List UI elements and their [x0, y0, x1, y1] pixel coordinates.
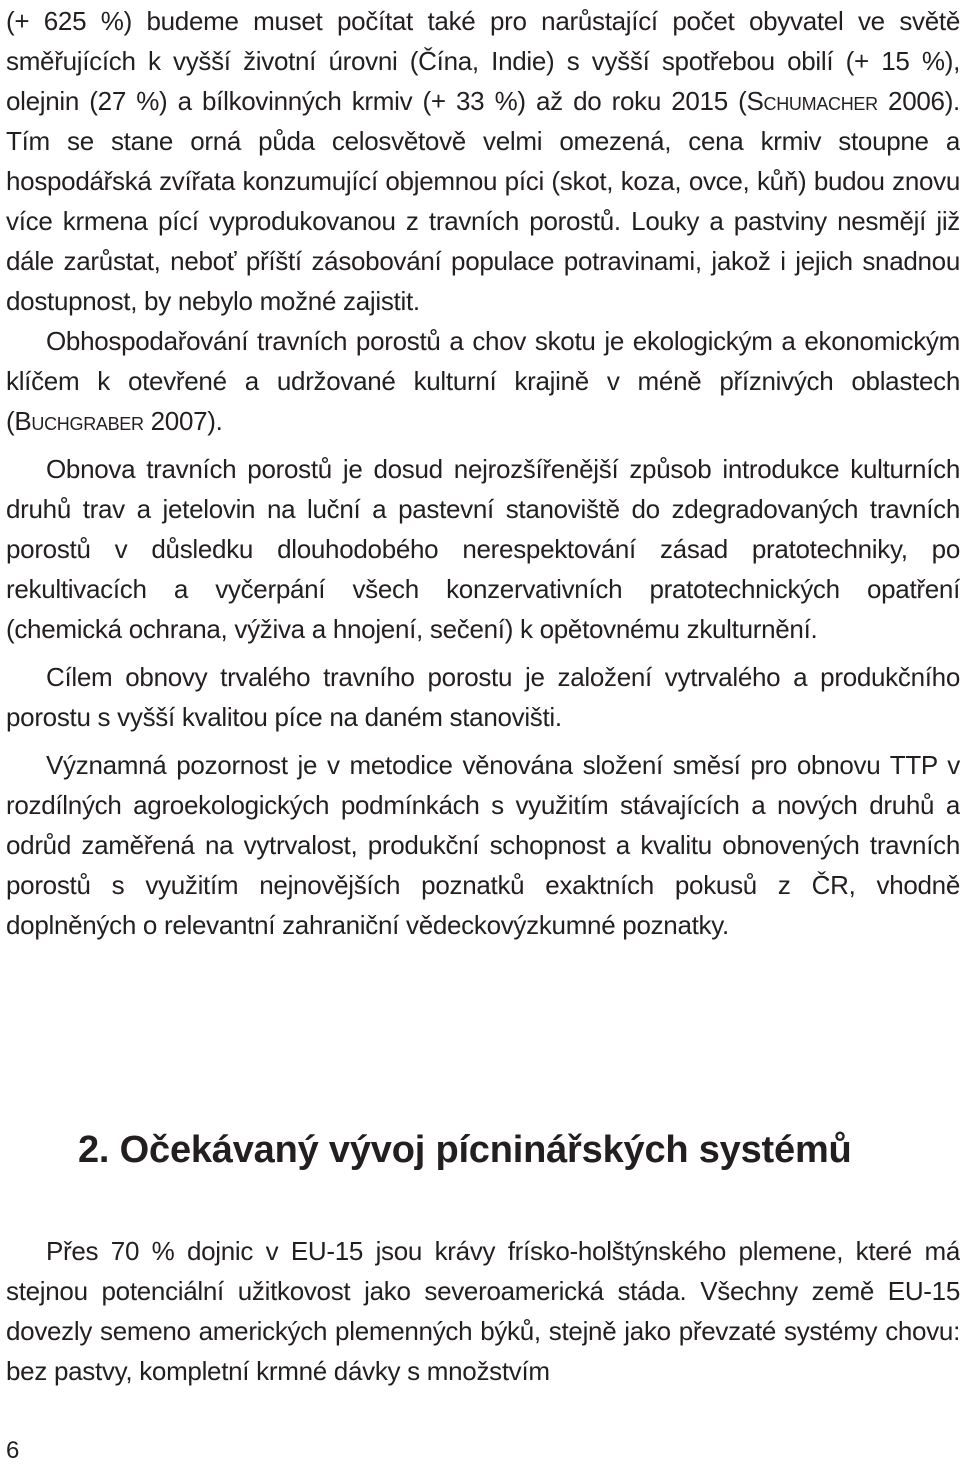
- paragraph-1-text-b: 2006). Tím se stane orná půda celosvětově velmi omezená, cena krmiv stoupne a hospodářská zvířata konzumující objemnou píci (skot, koza, ovce, kůň) budou znovu více krmena pící vyprodukovanou z travních porostů. Louky a pastviny nesmějí již dále zarůstat, neboť příští zásobování populace potravinami, jakož i jejich snadnou dostupnost, by nebylo možné zajistit.: [6, 86, 960, 316]
- document-page: [6, 0, 960, 1470]
- section-body-text: [6, 1231, 960, 1391]
- section-heading: 2. Očekávaný vývoj pícninářských systémů: [78, 1129, 852, 1171]
- citation-author-buchgraber: Buchgraber: [14, 406, 144, 436]
- paragraph-1-text-a: (+ 625 %) budeme muset počítat také pro narůstající počet obyvatel ve světě směřujících k vyšší životní úrovni (Čína, Indie) s vyšší spotřebou obilí (+ 15 %), olejnin (27 %) a bílkovinných krmiv (+ 33 %) až do roku 2015 (: [6, 6, 960, 116]
- body-text: [6, 1, 960, 945]
- citation-author-schumacher: Schumacher: [746, 86, 878, 116]
- paragraph-2-text-b: 2007).: [143, 406, 223, 436]
- page-number: 6: [6, 1437, 20, 1464]
- paragraph-2-text-a: Obhospodařování travních porostů a chov skotu je ekologickým a ekonomickým klíčem k otevřené a udržované kulturní krajině v méně příznivých oblastech (: [6, 326, 960, 436]
- paragraph-3: Obnova travních porostů je dosud nejrozšířenější způsob introdukce kulturních druhů trav a jetelovin na luční a pastevní stanoviště do zdegradovaných travních porostů v důsledku dlouhodobého nerespektování zásad pratotechniky, po rekultivacích a vyčerpání všech konzervativních pratotechnických opatření (chemická ochrana, výživa a hnojení, sečení) k opětovnému zkulturnění.: [6, 454, 960, 644]
- paragraph-4: Cílem obnovy trvalého travního porostu je založení vytrvalého a produkčního porostu s vyšší kvalitou píce na daném stanovišti.: [6, 662, 960, 732]
- paragraph-1: [6, 1, 960, 321]
- paragraph-5: Významná pozornost je v metodice věnována složení směsí pro obnovu TTP v rozdílných agroekologických podmínkách s využitím stávajících a nových druhů a odrůd zaměřená na vytrvalost, produkční schopnost a kvalitu obnovených travních porostů s využitím nejnovějších poznatků exaktních pokusů z ČR, vhodně doplněných o relevantní zahraniční vědeckovýzkumné poznatky.: [6, 750, 960, 940]
- paragraph-2: [6, 321, 960, 441]
- section-paragraph-1: Přes 70 % dojnic v EU-15 jsou krávy frísko-holštýnského plemene, které má stejnou potenciální užitkovost jako severoamerická stáda. Všechny země EU-15 dovezly semeno amerických plemenných býků, stejně jako převzaté systémy chovu: bez pastvy, kompletní krmné dávky s množstvím: [6, 1236, 960, 1386]
